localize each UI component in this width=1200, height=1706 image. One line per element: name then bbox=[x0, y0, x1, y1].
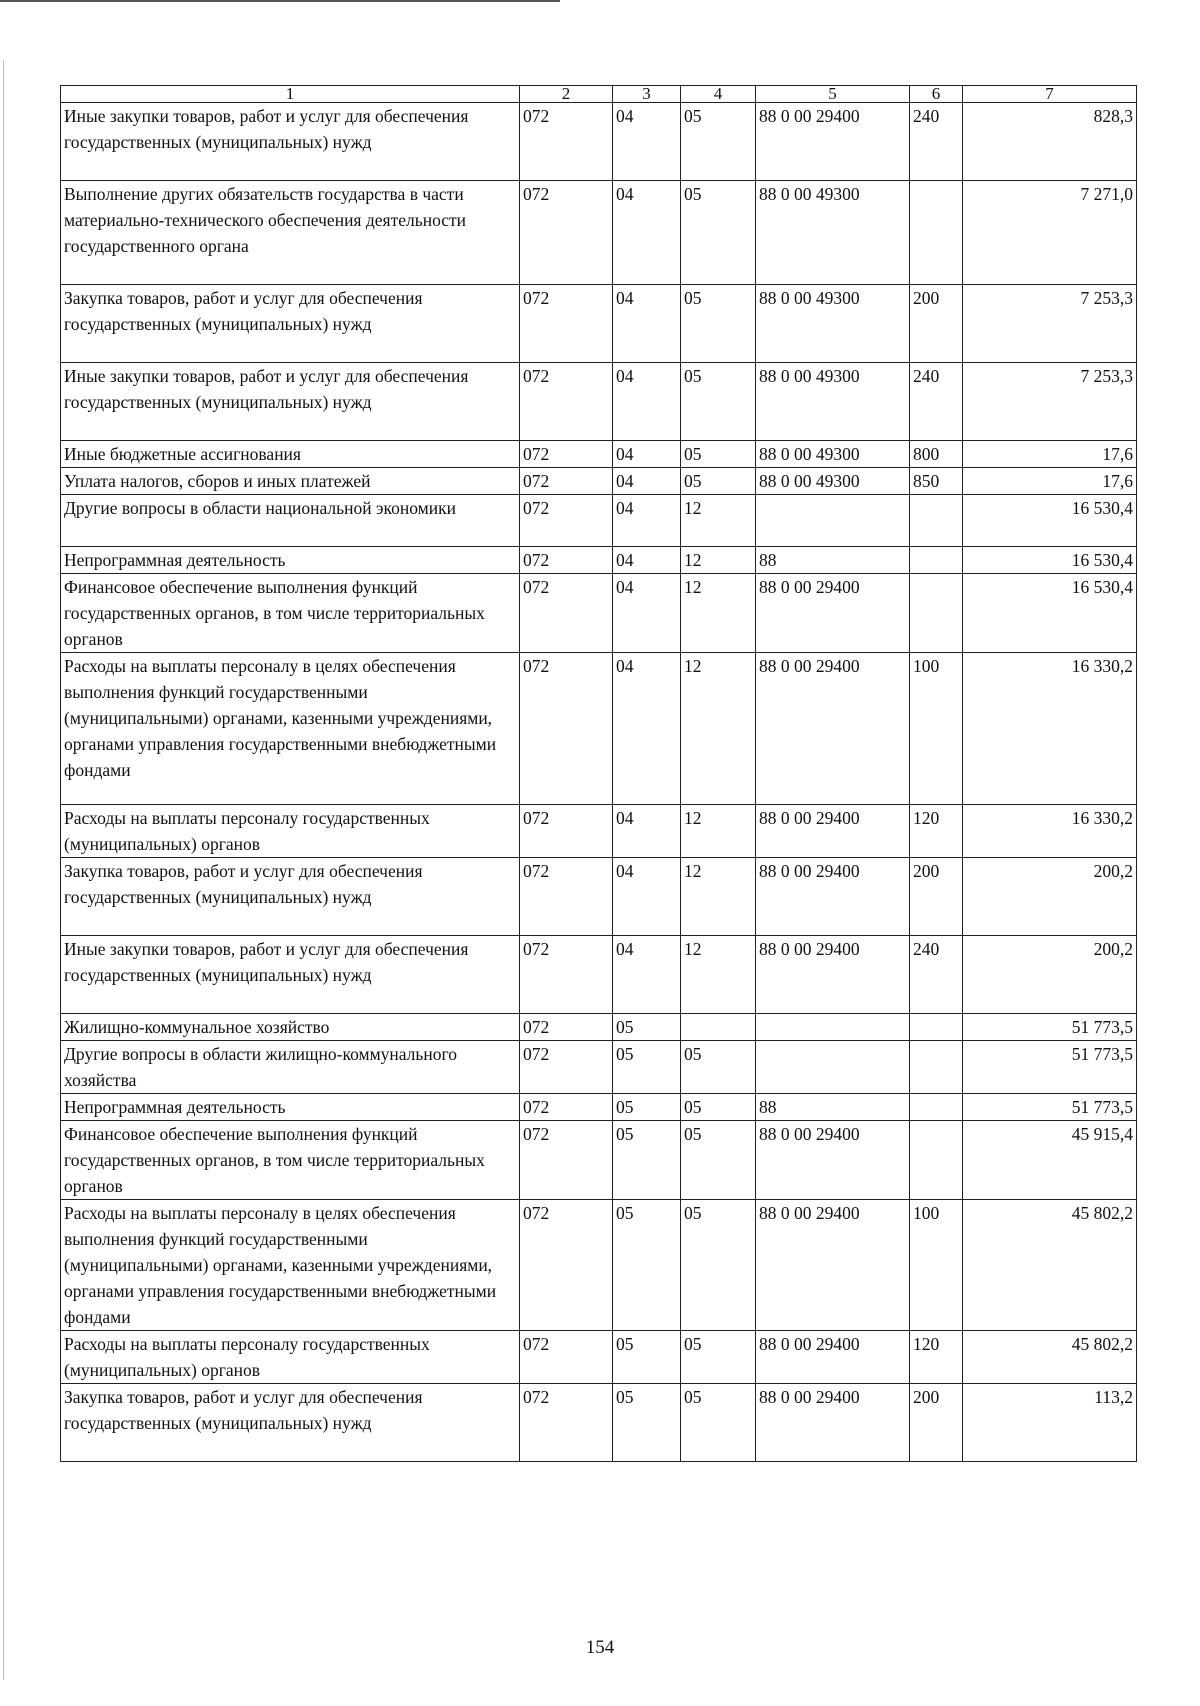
code-cell: 12 bbox=[681, 574, 756, 653]
code-cell: 88 0 00 29400 bbox=[756, 1121, 910, 1200]
code-cell: 200 bbox=[910, 285, 963, 363]
scan-margin-line bbox=[3, 60, 4, 1680]
table-row bbox=[61, 805, 1137, 858]
row-name-cell: Расходы на выплаты персоналу в целях обеспечения выполнения функций государственными (муниципальными) органами, казенными учреждениями, органами управления государственными внебюджетными фондами bbox=[61, 653, 520, 805]
row-name-cell: Другие вопросы в области национальной экономики bbox=[61, 495, 520, 547]
code-cell: 05 bbox=[681, 1331, 756, 1384]
amount-cell: 16 530,4 bbox=[963, 547, 1137, 574]
amount-cell: 7 253,3 bbox=[963, 285, 1137, 363]
code-cell: 05 bbox=[681, 103, 756, 181]
code-cell bbox=[910, 1041, 963, 1094]
amount-cell: 113,2 bbox=[963, 1384, 1137, 1462]
row-name-cell: Иные закупки товаров, работ и услуг для обеспечения государственных (муниципальных) нужд bbox=[61, 363, 520, 441]
table-row bbox=[61, 441, 1137, 468]
code-cell: 88 bbox=[756, 547, 910, 574]
amount-cell: 17,6 bbox=[963, 468, 1137, 495]
code-cell: 04 bbox=[613, 468, 681, 495]
code-cell: 072 bbox=[520, 1041, 613, 1094]
code-cell: 072 bbox=[520, 574, 613, 653]
code-cell: 04 bbox=[613, 441, 681, 468]
code-cell: 05 bbox=[613, 1014, 681, 1041]
code-cell bbox=[756, 1014, 910, 1041]
column-header: 1 bbox=[61, 86, 520, 103]
amount-cell: 16 330,2 bbox=[963, 805, 1137, 858]
table-row bbox=[61, 1331, 1137, 1384]
code-cell: 05 bbox=[681, 1200, 756, 1331]
code-cell: 05 bbox=[681, 1121, 756, 1200]
code-cell: 072 bbox=[520, 1014, 613, 1041]
code-cell: 05 bbox=[681, 441, 756, 468]
row-name-cell: Жилищно-коммунальное хозяйство bbox=[61, 1014, 520, 1041]
table-row bbox=[61, 495, 1137, 547]
code-cell: 05 bbox=[681, 285, 756, 363]
amount-cell: 51 773,5 bbox=[963, 1041, 1137, 1094]
code-cell: 072 bbox=[520, 1331, 613, 1384]
row-name-cell: Выполнение других обязательств государства в части материально-технического обеспечения деятельности государственного органа bbox=[61, 181, 520, 285]
code-cell: 88 0 00 49300 bbox=[756, 285, 910, 363]
code-cell: 072 bbox=[520, 103, 613, 181]
table-row bbox=[61, 363, 1137, 441]
code-cell: 04 bbox=[613, 936, 681, 1014]
row-name-cell: Иные закупки товаров, работ и услуг для обеспечения государственных (муниципальных) нужд bbox=[61, 103, 520, 181]
code-cell: 04 bbox=[613, 858, 681, 936]
code-cell: 12 bbox=[681, 936, 756, 1014]
code-cell: 072 bbox=[520, 1384, 613, 1462]
code-cell: 04 bbox=[613, 103, 681, 181]
code-cell: 05 bbox=[613, 1384, 681, 1462]
code-cell: 120 bbox=[910, 805, 963, 858]
amount-cell: 45 915,4 bbox=[963, 1121, 1137, 1200]
code-cell: 05 bbox=[681, 1384, 756, 1462]
code-cell: 04 bbox=[613, 495, 681, 547]
code-cell: 88 0 00 29400 bbox=[756, 936, 910, 1014]
table-row bbox=[61, 653, 1137, 805]
code-cell: 240 bbox=[910, 103, 963, 181]
code-cell: 072 bbox=[520, 363, 613, 441]
code-cell: 072 bbox=[520, 181, 613, 285]
code-cell: 05 bbox=[681, 181, 756, 285]
code-cell: 100 bbox=[910, 653, 963, 805]
row-name-cell: Финансовое обеспечение выполнения функций государственных органов, в том числе территориальных органов bbox=[61, 574, 520, 653]
code-cell: 240 bbox=[910, 936, 963, 1014]
table-row bbox=[61, 1200, 1137, 1331]
amount-cell: 16 330,2 bbox=[963, 653, 1137, 805]
code-cell: 12 bbox=[681, 547, 756, 574]
code-cell: 05 bbox=[613, 1121, 681, 1200]
column-header: 3 bbox=[613, 86, 681, 103]
budget-table bbox=[60, 85, 1137, 1462]
code-cell: 04 bbox=[613, 547, 681, 574]
table-row bbox=[61, 103, 1137, 181]
code-cell: 12 bbox=[681, 653, 756, 805]
code-cell: 88 0 00 29400 bbox=[756, 653, 910, 805]
code-cell: 88 0 00 29400 bbox=[756, 1200, 910, 1331]
code-cell bbox=[910, 1094, 963, 1121]
amount-cell: 51 773,5 bbox=[963, 1094, 1137, 1121]
code-cell: 04 bbox=[613, 363, 681, 441]
amount-cell: 45 802,2 bbox=[963, 1200, 1137, 1331]
row-name-cell: Закупка товаров, работ и услуг для обеспечения государственных (муниципальных) нужд bbox=[61, 285, 520, 363]
code-cell: 05 bbox=[613, 1041, 681, 1094]
code-cell: 072 bbox=[520, 441, 613, 468]
code-cell bbox=[910, 1121, 963, 1200]
scan-edge-line bbox=[0, 0, 560, 2]
row-name-cell: Закупка товаров, работ и услуг для обеспечения государственных (муниципальных) нужд bbox=[61, 1384, 520, 1462]
table-row bbox=[61, 547, 1137, 574]
code-cell: 800 bbox=[910, 441, 963, 468]
column-header: 5 bbox=[756, 86, 910, 103]
page-number: 154 bbox=[585, 1637, 615, 1658]
code-cell: 072 bbox=[520, 1200, 613, 1331]
code-cell: 240 bbox=[910, 363, 963, 441]
table-row bbox=[61, 1121, 1137, 1200]
amount-cell: 16 530,4 bbox=[963, 495, 1137, 547]
code-cell: 850 bbox=[910, 468, 963, 495]
table-row bbox=[61, 1384, 1137, 1462]
table-row bbox=[61, 936, 1137, 1014]
code-cell: 200 bbox=[910, 1384, 963, 1462]
code-cell: 072 bbox=[520, 936, 613, 1014]
amount-cell: 828,3 bbox=[963, 103, 1137, 181]
code-cell: 072 bbox=[520, 858, 613, 936]
code-cell bbox=[756, 1041, 910, 1094]
code-cell: 88 0 00 49300 bbox=[756, 363, 910, 441]
row-name-cell: Расходы на выплаты персоналу государственных (муниципальных) органов bbox=[61, 805, 520, 858]
code-cell: 04 bbox=[613, 805, 681, 858]
code-cell: 88 0 00 29400 bbox=[756, 805, 910, 858]
row-name-cell: Финансовое обеспечение выполнения функций государственных органов, в том числе территориальных органов bbox=[61, 1121, 520, 1200]
row-name-cell: Другие вопросы в области жилищно-коммунального хозяйства bbox=[61, 1041, 520, 1094]
code-cell: 12 bbox=[681, 805, 756, 858]
code-cell: 05 bbox=[681, 1094, 756, 1121]
table-row bbox=[61, 1094, 1137, 1121]
amount-cell: 45 802,2 bbox=[963, 1331, 1137, 1384]
row-name-cell: Непрограммная деятельность bbox=[61, 547, 520, 574]
code-cell: 05 bbox=[681, 363, 756, 441]
code-cell: 05 bbox=[681, 1041, 756, 1094]
code-cell: 04 bbox=[613, 574, 681, 653]
code-cell: 04 bbox=[613, 653, 681, 805]
code-cell: 88 0 00 49300 bbox=[756, 468, 910, 495]
code-cell bbox=[910, 574, 963, 653]
code-cell bbox=[910, 495, 963, 547]
table-header-row bbox=[61, 86, 1137, 103]
code-cell: 072 bbox=[520, 285, 613, 363]
row-name-cell: Расходы на выплаты персоналу государственных (муниципальных) органов bbox=[61, 1331, 520, 1384]
code-cell: 88 bbox=[756, 1094, 910, 1121]
code-cell: 04 bbox=[613, 181, 681, 285]
code-cell: 04 bbox=[613, 285, 681, 363]
code-cell: 88 0 00 29400 bbox=[756, 1331, 910, 1384]
amount-cell: 51 773,5 bbox=[963, 1014, 1137, 1041]
code-cell: 88 0 00 29400 bbox=[756, 858, 910, 936]
code-cell: 072 bbox=[520, 495, 613, 547]
row-name-cell: Непрограммная деятельность bbox=[61, 1094, 520, 1121]
amount-cell: 16 530,4 bbox=[963, 574, 1137, 653]
amount-cell: 200,2 bbox=[963, 858, 1137, 936]
code-cell: 12 bbox=[681, 495, 756, 547]
code-cell: 05 bbox=[681, 468, 756, 495]
code-cell bbox=[910, 181, 963, 285]
table-row bbox=[61, 1041, 1137, 1094]
table-row bbox=[61, 181, 1137, 285]
code-cell: 072 bbox=[520, 468, 613, 495]
amount-cell: 200,2 bbox=[963, 936, 1137, 1014]
code-cell: 05 bbox=[613, 1331, 681, 1384]
code-cell: 072 bbox=[520, 547, 613, 574]
code-cell: 88 0 00 49300 bbox=[756, 441, 910, 468]
code-cell bbox=[756, 495, 910, 547]
amount-cell: 7 271,0 bbox=[963, 181, 1137, 285]
amount-cell: 17,6 bbox=[963, 441, 1137, 468]
table-row bbox=[61, 858, 1137, 936]
code-cell: 100 bbox=[910, 1200, 963, 1331]
amount-cell: 7 253,3 bbox=[963, 363, 1137, 441]
row-name-cell: Расходы на выплаты персоналу в целях обеспечения выполнения функций государственными (муниципальными) органами, казенными учреждениями, органами управления государственными внебюджетными фондами bbox=[61, 1200, 520, 1331]
code-cell: 05 bbox=[613, 1200, 681, 1331]
column-header: 2 bbox=[520, 86, 613, 103]
code-cell: 88 0 00 29400 bbox=[756, 574, 910, 653]
code-cell bbox=[910, 547, 963, 574]
code-cell: 88 0 00 49300 bbox=[756, 181, 910, 285]
table-row bbox=[61, 285, 1137, 363]
code-cell: 072 bbox=[520, 653, 613, 805]
code-cell bbox=[910, 1014, 963, 1041]
code-cell: 88 0 00 29400 bbox=[756, 103, 910, 181]
row-name-cell: Закупка товаров, работ и услуг для обеспечения государственных (муниципальных) нужд bbox=[61, 858, 520, 936]
column-header: 4 bbox=[681, 86, 756, 103]
code-cell: 12 bbox=[681, 858, 756, 936]
table-row bbox=[61, 1014, 1137, 1041]
row-name-cell: Уплата налогов, сборов и иных платежей bbox=[61, 468, 520, 495]
code-cell: 120 bbox=[910, 1331, 963, 1384]
code-cell: 072 bbox=[520, 1121, 613, 1200]
table-row bbox=[61, 574, 1137, 653]
column-header: 7 bbox=[963, 86, 1137, 103]
code-cell: 88 0 00 29400 bbox=[756, 1384, 910, 1462]
code-cell: 072 bbox=[520, 1094, 613, 1121]
row-name-cell: Иные закупки товаров, работ и услуг для обеспечения государственных (муниципальных) нужд bbox=[61, 936, 520, 1014]
row-name-cell: Иные бюджетные ассигнования bbox=[61, 441, 520, 468]
column-header: 6 bbox=[910, 86, 963, 103]
code-cell: 072 bbox=[520, 805, 613, 858]
code-cell bbox=[681, 1014, 756, 1041]
table-row bbox=[61, 468, 1137, 495]
code-cell: 05 bbox=[613, 1094, 681, 1121]
code-cell: 200 bbox=[910, 858, 963, 936]
